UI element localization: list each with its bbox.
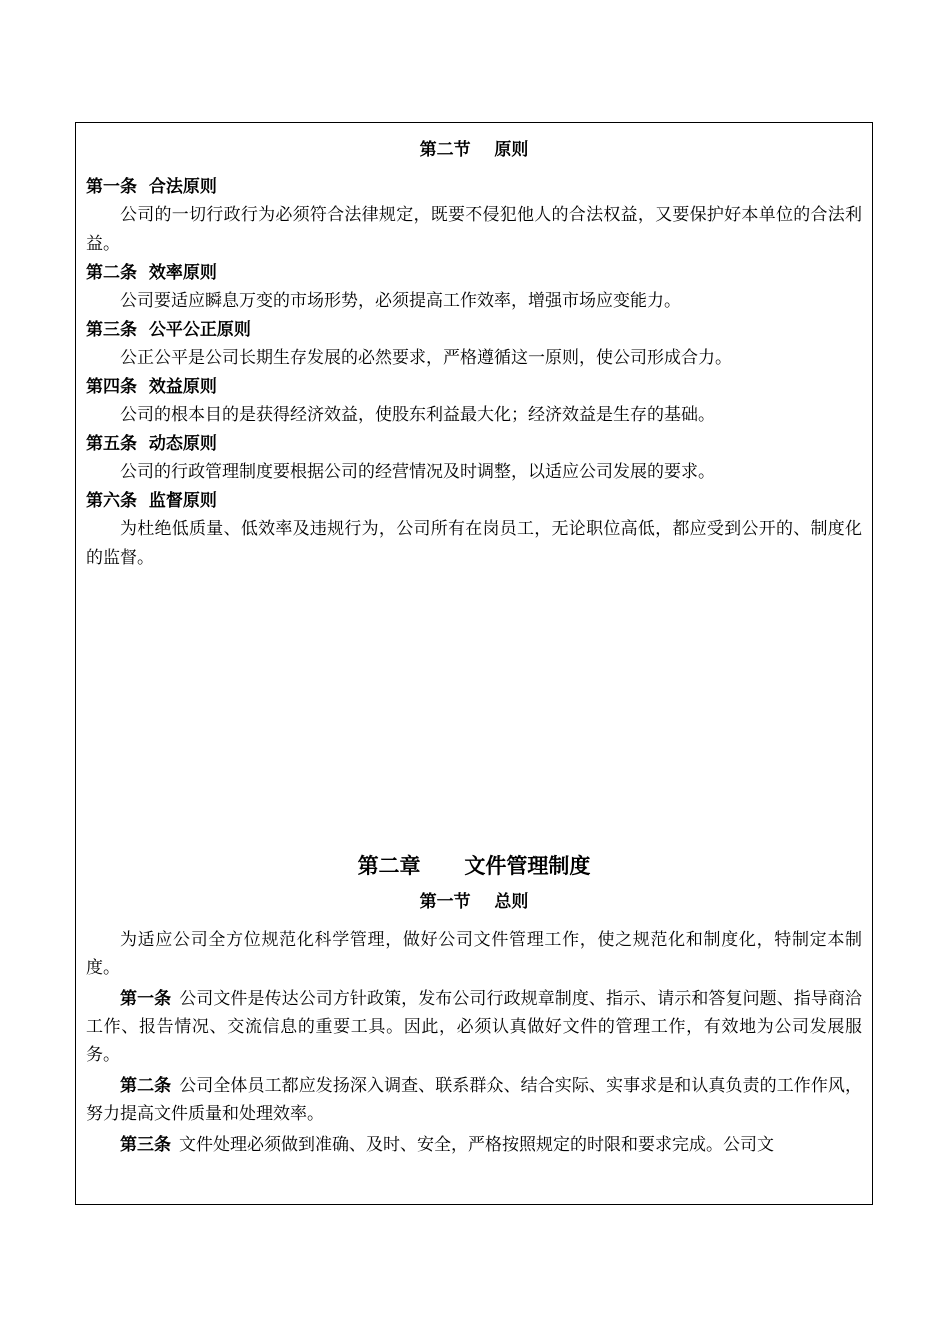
article-heading: 第五条 动态原则 xyxy=(86,434,217,454)
intro-paragraph: 为适应公司全方位规范化科学管理，做好公司文件管理工作，使之规范化和制度化，特制定本制度。 xyxy=(86,930,862,978)
article-paragraph xyxy=(86,1131,862,1159)
article-block xyxy=(86,430,862,487)
article-block xyxy=(86,373,862,430)
section-title: 第二节 原则 xyxy=(419,140,529,160)
article-label: 第三条 xyxy=(120,1135,171,1155)
article-block xyxy=(86,487,862,573)
article-label: 第二条 xyxy=(120,1076,172,1096)
article-text: 公司全体员工都应发扬深入调查、联系群众、结合实际、实事求是和认真负责的工作作风，努力提高文件质量和处理效率。 xyxy=(86,1076,863,1124)
article-text: 公司要适应瞬息万变的市场形势，必须提高工作效率，增强市场应变能力。 xyxy=(120,291,681,311)
article-label: 第一条 xyxy=(120,989,172,1009)
section-title: 第一节 总则 xyxy=(419,892,529,912)
chapter-title: 第二章 文件管理制度 xyxy=(357,853,591,878)
article-text: 公司的行政管理制度要根据公司的经营情况及时调整，以适应公司发展的要求。 xyxy=(120,462,715,482)
blank-space xyxy=(86,573,862,850)
article-block xyxy=(86,173,862,259)
article-text: 文件处理必须做到准确、及时、安全，严格按照规定的时限和要求完成。公司文 xyxy=(179,1135,774,1155)
article-block xyxy=(86,259,862,316)
article-block xyxy=(86,316,862,373)
article-heading: 第一条 合法原则 xyxy=(86,177,217,197)
article-text: 公司的一切行政行为必须符合法律规定，既要不侵犯他人的合法权益，又要保护好本单位的合法利益。 xyxy=(86,205,862,254)
article-paragraph xyxy=(86,985,862,1069)
article-text: 公司文件是传达公司方针政策，发布公司行政规章制度、指示、请示和答复问题、指导商洽工作、报告情况、交流信息的重要工具。因此，必须认真做好文件的管理工作，有效地为公司发展服务。 xyxy=(86,989,863,1065)
article-heading: 第六条 监督原则 xyxy=(86,491,217,511)
document-content xyxy=(86,137,862,1162)
article-text: 为杜绝低质量、低效率及违规行为，公司所有在岗员工，无论职位高低，都应受到公开的、制度化的监督。 xyxy=(86,519,862,568)
article-heading: 第四条 效益原则 xyxy=(86,377,217,397)
article-paragraph xyxy=(86,1072,862,1128)
article-heading: 第二条 效率原则 xyxy=(86,263,217,283)
article-heading: 第三条 公平公正原则 xyxy=(86,320,251,340)
article-text: 公司的根本目的是获得经济效益，使股东利益最大化；经济效益是生存的基础。 xyxy=(120,405,715,425)
article-text: 公正公平是公司长期生存发展的必然要求，严格遵循这一原则，使公司形成合力。 xyxy=(120,348,732,368)
document-frame xyxy=(75,122,873,1205)
